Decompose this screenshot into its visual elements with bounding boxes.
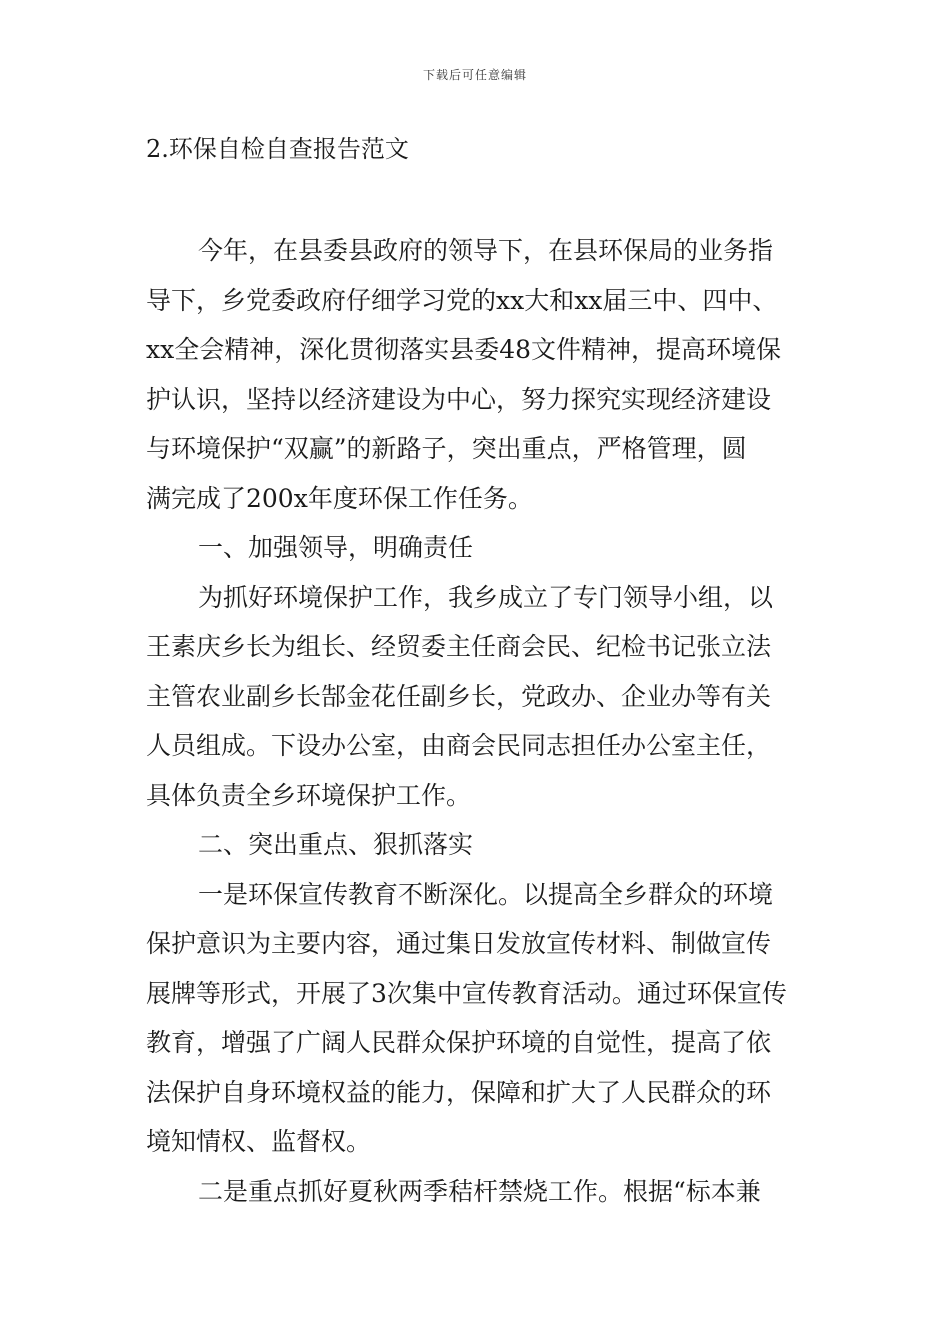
text-line: 境知情权、监督权。: [146, 1127, 372, 1156]
text-line: 护认识，坚持以经济建设为中心，努力探究实现经济建设: [146, 384, 772, 414]
page-header: 下载后可任意编辑: [422, 68, 527, 82]
text-line: 二是重点抓好夏秋两季秸杆禁烧工作。根据“标本兼: [198, 1176, 761, 1206]
text-line: 主管农业副乡长郜金花任副乡长，党政办、企业办等有关: [146, 681, 772, 711]
text-line: 一是环保宣传教育不断深化。以提高全乡群众的环境: [198, 879, 774, 909]
text-line: 二、突出重点、狠抓落实: [198, 830, 474, 859]
text-line: 保护意识为主要内容，通过集日发放宣传材料、制做宣传: [146, 929, 772, 958]
document-body: [146, 226, 816, 1216]
text-line: 导下，乡党委政府仔细学习党的xx大和xx届三中、四中、: [146, 285, 778, 315]
text-line: xx全会精神，深化贯彻落实县委48文件精神，提高环境保: [146, 335, 782, 364]
text-line: 一、加强领导，明确责任: [198, 533, 474, 562]
document-title: 2.环保自检自查报告范文: [146, 135, 409, 163]
text-line: 具体负责全乡环境保护工作。: [146, 780, 472, 810]
text-line: 教育，增强了广阔人民群众保护环境的自觉性，提高了依: [146, 1028, 772, 1057]
text-line: 法保护自身环境权益的能力，保障和扩大了人民群众的环: [146, 1077, 772, 1107]
text-line: 今年，在县委县政府的领导下，在县环保局的业务指: [198, 236, 774, 265]
text-line: 展牌等形式，开展了3次集中宣传教育活动。通过环保宣传: [146, 978, 787, 1008]
text-line: 满完成了200x年度环保工作任务。: [146, 483, 533, 513]
text-line: 为抓好环境保护工作，我乡成立了专门领导小组，以: [198, 582, 774, 612]
text-line: 王素庆乡长为组长、经贸委主任商会民、纪检书记张立法: [146, 632, 772, 661]
text-line: 与环境保护“双赢”的新路子，突出重点，严格管理，圆: [146, 434, 747, 463]
text-line: 人员组成。下设办公室，由商会民同志担任办公室主任，: [146, 731, 772, 760]
